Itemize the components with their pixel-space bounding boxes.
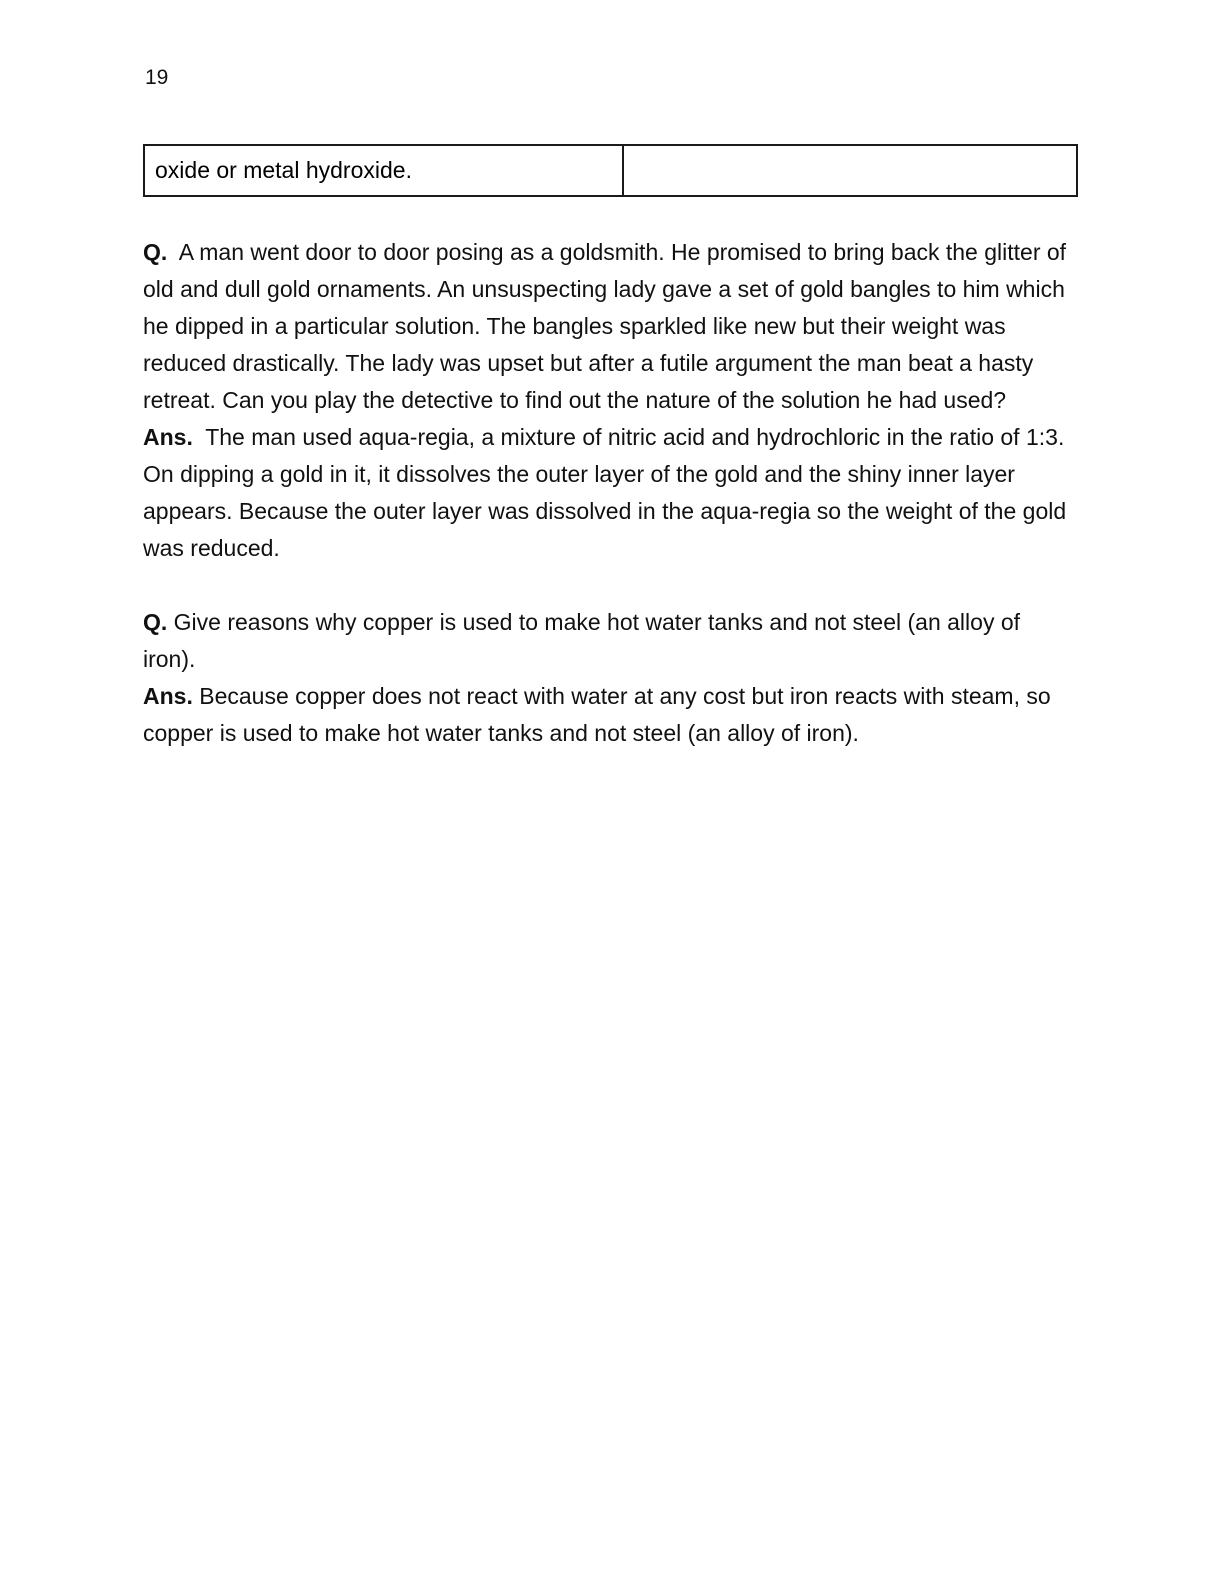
answer-1-label: Ans. [143, 424, 193, 450]
question-2-text: Give reasons why copper is used to make hot water tanks and not steel (an alloy of iron). [143, 609, 1027, 672]
question-1-text: A man went door to door posing as a goldsmith. He promised to bring back the glitter of old and dull gold ornaments. An unsuspecting lady gave a set of gold bangles to him which he dipped in a particular solution. The bangles sparkled like new but their weight was reduced drastically. The lady was upset but after a futile argument the man beat a hasty retreat. Can you play the detective to find out the nature of the solution he had used? [143, 239, 1073, 413]
table-cell-left: oxide or metal hydroxide. [144, 145, 623, 196]
table-fragment [143, 144, 1078, 197]
question-1-label: Q. [143, 239, 168, 265]
table-row [144, 145, 1077, 196]
answer-1-text: The man used aqua-regia, a mixture of nitric acid and hydrochloric in the ratio of 1:3. On dipping a gold in it, it dissolves the outer layer of the gold and the shiny inner layer appears. Because the outer layer was dissolved in the aqua-regia so the weight of the gold was reduced. [143, 424, 1073, 561]
answer-2-text: Because copper does not react with water at any cost but iron reacts with steam, so copper is used to make hot water tanks and not steel (an alloy of iron). [143, 683, 1058, 746]
table-cell-right [623, 145, 1077, 196]
question-2-paragraph [143, 604, 1069, 678]
body-text [143, 234, 1073, 752]
answer-2-paragraph [143, 678, 1069, 752]
answer-2-label: Ans. [143, 683, 193, 709]
answer-1-paragraph [143, 419, 1073, 567]
question-2-label: Q. [143, 609, 168, 635]
question-1-paragraph [143, 234, 1073, 419]
page-number: 19 [145, 66, 169, 89]
